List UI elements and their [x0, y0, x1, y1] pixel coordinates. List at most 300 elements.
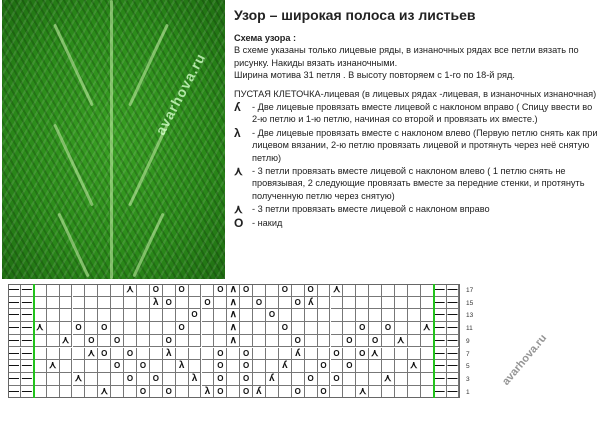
chart-cell: [60, 297, 73, 310]
chart-cell: [150, 322, 163, 335]
chart-cell: [408, 386, 421, 399]
yarn-over-icon: O: [204, 297, 211, 307]
purl-edge-icon: —: [434, 309, 445, 321]
chart-cell: [176, 348, 189, 361]
chart-cell: [408, 284, 421, 297]
chart-cell: [343, 335, 356, 348]
purl-edge-icon: —: [8, 309, 19, 321]
chart-cell: [214, 386, 227, 399]
legend-text: - Две лицевые провязать вместе лицевой с наклоном вправо ( Спицу ввести во 2-ю петлю и 1-ю петлю, начиная со второй и провязать их вместе.): [252, 102, 593, 125]
k2tog-right-icon: λ: [282, 360, 288, 372]
legend-item: [234, 165, 598, 202]
k3tog-left-icon: ⋏: [234, 164, 243, 179]
chart-cell: [176, 386, 189, 399]
k3tog-left-icon: ⋏: [61, 334, 70, 346]
chart-cell: [189, 348, 202, 361]
chart-cell: [305, 309, 318, 322]
yarn-over-icon: O: [114, 335, 121, 345]
chart-cell: [447, 284, 460, 297]
chart-cell: [227, 335, 240, 348]
chart-cell: [73, 322, 86, 335]
chart-cell: [176, 284, 189, 297]
chart-cell: [240, 322, 253, 335]
chart-cell: [189, 335, 202, 348]
chart-cell: [163, 386, 176, 399]
chart-cell: [189, 386, 202, 399]
chart-cell: [266, 386, 279, 399]
chart-cell: [8, 335, 21, 348]
chart-cell: [369, 335, 382, 348]
chart-cell: [227, 360, 240, 373]
purl-edge-icon: —: [434, 360, 445, 372]
chart-cell: [8, 373, 21, 386]
center-double-decrease-icon: ∧: [229, 309, 237, 321]
yarn-over-icon: O: [191, 310, 198, 320]
chart-cell: [434, 309, 447, 322]
yarn-over-icon: O: [75, 323, 82, 333]
chart-cell: [73, 348, 86, 361]
k3tog-right-icon: ⋏: [410, 360, 418, 372]
chart-cell: [253, 360, 266, 373]
yarn-over-icon: O: [320, 361, 327, 371]
chart-cell: [240, 360, 253, 373]
yarn-over-icon: O: [217, 386, 224, 396]
chart-cell: [47, 335, 60, 348]
chart-cell: [447, 335, 460, 348]
purl-edge-icon: —: [447, 284, 458, 295]
chart-cell: [343, 360, 356, 373]
chart-cell: [85, 309, 98, 322]
chart-cell: [292, 297, 305, 310]
yarn-over-icon: O: [217, 373, 224, 383]
chart-cell: [253, 335, 266, 348]
purl-edge-icon: —: [8, 284, 19, 295]
purl-edge-icon: —: [447, 296, 458, 308]
chart-cell: [21, 360, 34, 373]
chart-cell: [292, 309, 305, 322]
chart-cell: [34, 297, 47, 310]
row-number: 1: [466, 388, 470, 396]
chart-cell: [240, 284, 253, 297]
chart-cell: [124, 373, 137, 386]
chart-cell: [85, 284, 98, 297]
chart-cell: [111, 386, 124, 399]
yarn-over-icon: O: [255, 297, 263, 307]
chart-cell: [189, 360, 202, 373]
k3tog-right-icon: ⋏: [371, 347, 379, 359]
purl-edge-icon: —: [447, 372, 458, 384]
chart-cell: [382, 297, 395, 310]
chart-cell: [202, 322, 215, 335]
chart-cell: [331, 309, 344, 322]
chart-cell: [34, 335, 47, 348]
chart-cell: [98, 348, 111, 361]
chart-cell: [318, 322, 331, 335]
chart-cell: [21, 373, 34, 386]
chart-cell: [202, 373, 215, 386]
purl-edge-icon: —: [21, 284, 32, 295]
chart-cell: [47, 373, 60, 386]
yarn-over-icon: O: [359, 323, 366, 333]
row-number: 15: [466, 299, 474, 307]
chart-cell: [408, 309, 421, 322]
legend-text: - Две лицевые провязать вместе с наклоном влево (Первую петлю снять как при лицевом вязании, 2-ю петлю провязать лицевой и протянуть через неё снятую петлю): [252, 127, 598, 163]
chart-cell: [421, 348, 434, 361]
knitted-sample-photo: [2, 0, 225, 279]
chart-cell: [227, 284, 240, 297]
chart-cell: [98, 284, 111, 297]
chart-cell: [279, 284, 292, 297]
scheme-heading: Схема узора :: [234, 33, 297, 43]
chart-cell: [240, 309, 253, 322]
yarn-over-icon: O: [268, 310, 276, 320]
chart-cell: [434, 348, 447, 361]
chart-cell: [124, 284, 137, 297]
yarn-over-icon: O: [101, 348, 108, 358]
chart-cell: [202, 309, 215, 322]
chart-cell: [369, 284, 382, 297]
k2tog-right-icon: λ: [294, 347, 301, 359]
chart-cell: [21, 297, 34, 310]
chart-cell: [137, 322, 150, 335]
chart-cell: [356, 297, 369, 310]
chart-cell: [343, 386, 356, 399]
chart-cell: [214, 335, 227, 348]
chart-cell: [60, 360, 73, 373]
chart-cell: [292, 373, 305, 386]
chart-cell: [318, 360, 331, 373]
chart-cell: [434, 335, 447, 348]
chart-cell: [305, 360, 318, 373]
chart-cell: [318, 335, 331, 348]
k2tog-right-icon: λ: [269, 372, 275, 384]
chart-cell: [447, 373, 460, 386]
chart-cell: [279, 335, 292, 348]
yarn-over-icon: O: [139, 361, 147, 371]
chart-cell: [202, 360, 215, 373]
row-number: 11: [466, 325, 473, 333]
yarn-over-icon: O: [126, 373, 134, 383]
chart-cell: [369, 386, 382, 399]
chart-cell: [369, 348, 382, 361]
purl-edge-icon: —: [434, 334, 445, 346]
chart-cell: [163, 335, 176, 348]
chart-cell: [305, 373, 318, 386]
chart-cell: [85, 297, 98, 310]
chart-cell: [356, 373, 369, 386]
chart-cell: [150, 373, 163, 386]
chart-cell: [214, 360, 227, 373]
chart-watermark: avarhova.ru: [500, 332, 550, 388]
chart-cell: [331, 297, 344, 310]
chart-cell: [356, 309, 369, 322]
yarn-over-icon: O: [243, 348, 250, 358]
row-number: 7: [466, 350, 470, 358]
chart-cell: [8, 322, 21, 335]
yarn-over-icon: O: [152, 373, 159, 383]
chart-cell: [331, 373, 344, 386]
chart-cell: [279, 322, 292, 335]
chart-cell: [214, 322, 227, 335]
chart-cell: [434, 297, 447, 310]
yarn-over-icon: O: [333, 373, 340, 383]
chart-cell: [150, 335, 163, 348]
chart-cell: [279, 348, 292, 361]
chart-cell: [47, 386, 60, 399]
chart-cell: [73, 386, 86, 399]
chart-cell: [434, 284, 447, 297]
chart-cell: [137, 360, 150, 373]
chart-cell: [8, 360, 21, 373]
k3tog-left-icon: ⋏: [74, 372, 83, 384]
chart-cell: [73, 297, 86, 310]
chart-cell: [163, 373, 176, 386]
chart-cell: [331, 360, 344, 373]
purl-edge-icon: —: [434, 347, 445, 359]
chart-cell: [227, 322, 240, 335]
chart-cell: [150, 284, 163, 297]
purl-edge-icon: —: [434, 284, 445, 295]
k3tog-right-icon: ⋏: [423, 322, 431, 334]
page-title: Узор – широкая полоса из листьев: [234, 7, 476, 23]
chart-cell: [421, 373, 434, 386]
chart-cell: [434, 386, 447, 399]
chart-cell: [382, 284, 395, 297]
purl-edge-icon: —: [21, 372, 32, 384]
chart-cell: [447, 322, 460, 335]
chart-cell: [47, 348, 60, 361]
purl-edge-icon: —: [21, 360, 32, 372]
chart-cell: [8, 386, 21, 399]
chart-cell: [85, 386, 98, 399]
chart-cell: [176, 335, 189, 348]
chart-cell: [395, 297, 408, 310]
chart-cell: [356, 386, 369, 399]
chart-cell: [279, 297, 292, 310]
chart-cell: [163, 284, 176, 297]
k2tog-right-icon: λ: [256, 385, 262, 397]
chart-cell: [421, 284, 434, 297]
chart-cell: [111, 284, 124, 297]
chart-cell: [447, 309, 460, 322]
chart-cell: [8, 348, 21, 361]
chart-cell: [369, 309, 382, 322]
chart-cell: [150, 297, 163, 310]
chart-cell: [111, 297, 124, 310]
legend-text: - 3 петли провязать вместе лицевой с наклоном влево ( 1 петлю снять не провязывая, 2 следующие провязать вместе за передние стенки, и протянуть полученную петлю через снятую): [252, 166, 585, 201]
chart-cell: [137, 335, 150, 348]
center-double-decrease-icon: ∧: [229, 296, 237, 308]
yarn-over-icon: O: [165, 386, 172, 396]
chart-cell: [98, 373, 111, 386]
photo-watermark: avarhova.ru: [152, 50, 209, 138]
chart-cell: [434, 322, 447, 335]
chart-cell: [189, 322, 202, 335]
chart-cell: [279, 386, 292, 399]
purl-edge-icon: —: [447, 385, 458, 397]
motif-start-line: [33, 284, 35, 398]
chart-cell: [227, 309, 240, 322]
chart-cell: [253, 386, 266, 399]
chart-cell: [369, 373, 382, 386]
chart-cell: [292, 322, 305, 335]
paragraph: В схеме указаны только лицевые ряды, в изнаночных рядах все петли вязать по рисунку. Накиды вязать изнаночными.: [234, 45, 579, 68]
chart-cell: [421, 309, 434, 322]
purl-edge-icon: —: [8, 322, 19, 334]
yarn-over-icon: O: [126, 348, 134, 358]
chart-cell: [60, 322, 73, 335]
chart-cell: [124, 322, 137, 335]
chart-cell: [47, 322, 60, 335]
chart-cell: [85, 360, 98, 373]
chart-cell: [34, 309, 47, 322]
center-double-decrease-icon: ∧: [229, 322, 237, 334]
chart-cell: [111, 335, 124, 348]
purl-edge-icon: —: [21, 322, 32, 334]
chart-cell: [214, 297, 227, 310]
chart-cell: [47, 309, 60, 322]
chart-cell: [421, 335, 434, 348]
chart-cell: [85, 373, 98, 386]
chart-cell: [73, 360, 86, 373]
purl-edge-icon: —: [8, 296, 19, 308]
chart-cell: [421, 360, 434, 373]
row-number: 5: [466, 363, 470, 371]
chart-cell: [447, 360, 460, 373]
chart-cell: [176, 322, 189, 335]
yarn-over-icon: O: [243, 373, 250, 383]
empty-cell-note: ПУСТАЯ КЛЕТОЧКА-лицевая (в лицевых рядах -лицевая, в изнаночных изнаночная): [234, 88, 597, 99]
purl-edge-icon: —: [434, 385, 445, 397]
chart-cell: [60, 335, 73, 348]
chart-cell: [292, 386, 305, 399]
chart-cell: [292, 284, 305, 297]
chart-cell: [202, 297, 215, 310]
k3tog-left-icon: ⋏: [87, 347, 95, 359]
chart-cell: [447, 297, 460, 310]
chart-cell: [343, 284, 356, 297]
row-number: 17: [466, 287, 474, 294]
purl-edge-icon: —: [8, 360, 19, 372]
chart-cell: [227, 386, 240, 399]
chart-cell: [124, 348, 137, 361]
yarn-over-icon: O: [243, 386, 250, 396]
chart-cell: [176, 373, 189, 386]
chart-cell: [73, 284, 86, 297]
chart-cell: [240, 335, 253, 348]
chart-cell: [240, 373, 253, 386]
chart-cell: [163, 322, 176, 335]
chart-cell: [266, 360, 279, 373]
chart-cell: [150, 360, 163, 373]
chart-cell: [382, 373, 395, 386]
k3tog-right-icon: ⋏: [234, 202, 243, 217]
chart-cell: [356, 348, 369, 361]
chart-cell: [382, 360, 395, 373]
chart-cell: [34, 373, 47, 386]
chart-cell: [98, 386, 111, 399]
chart-cell: [408, 373, 421, 386]
yarn-over-icon: O: [294, 297, 301, 307]
chart-cell: [163, 309, 176, 322]
chart-cell: [253, 309, 266, 322]
chart-cell: [111, 322, 124, 335]
chart-cell: [85, 335, 98, 348]
chart-cell: [60, 386, 73, 399]
chart-cell: [202, 348, 215, 361]
chart-cell: [266, 322, 279, 335]
legend-text: - 3 петли провязать вместе лицевой с наклоном вправо: [252, 204, 490, 215]
chart-cell: [292, 360, 305, 373]
legend-item: [234, 217, 598, 229]
chart-cell: [434, 373, 447, 386]
chart-cell: [73, 335, 86, 348]
chart-cell: [124, 309, 137, 322]
purl-edge-icon: —: [21, 334, 32, 346]
chart-cell: [137, 297, 150, 310]
chart-cell: [111, 348, 124, 361]
chart-cell: [111, 373, 124, 386]
yarn-over-icon: O: [101, 323, 108, 333]
chart-cell: [137, 373, 150, 386]
chart-cell: [8, 284, 21, 297]
pattern-description: [234, 6, 598, 229]
yarn-over-icon: O: [217, 285, 224, 294]
yarn-over-icon: O: [346, 335, 353, 345]
chart-cell: [85, 322, 98, 335]
chart-cell: [214, 373, 227, 386]
row-number: 9: [466, 337, 470, 345]
purl-edge-icon: —: [8, 372, 19, 384]
chart-cell: [343, 373, 356, 386]
purl-edge-icon: —: [447, 360, 458, 372]
chart-cell: [8, 309, 21, 322]
chart-cell: [305, 386, 318, 399]
chart-cell: [395, 322, 408, 335]
chart-cell: [253, 348, 266, 361]
chart-cell: [98, 322, 111, 335]
chart-cell: [331, 348, 344, 361]
yarn-over-icon: O: [165, 297, 172, 307]
chart-cell: [214, 284, 227, 297]
chart-cell: [150, 309, 163, 322]
purl-edge-icon: —: [21, 385, 32, 397]
chart-cell: [34, 360, 47, 373]
yarn-over-icon: O: [178, 285, 185, 294]
yarn-over-icon: O: [152, 285, 159, 294]
chart-cell: [163, 297, 176, 310]
yarn-over-icon: O: [217, 361, 224, 371]
k3tog-right-icon: ⋏: [397, 334, 405, 346]
chart-cell: [395, 386, 408, 399]
chart-cell: [253, 284, 266, 297]
center-double-decrease-icon: ∧: [229, 284, 237, 295]
chart-cell: [240, 297, 253, 310]
purl-edge-icon: —: [8, 347, 19, 359]
chart-cell: [343, 348, 356, 361]
k2tog-left-icon: λ: [178, 360, 185, 372]
chart-cell: [253, 322, 266, 335]
chart-cell: [343, 322, 356, 335]
chart-cell: [421, 297, 434, 310]
chart-cell: [227, 373, 240, 386]
chart-cell: [343, 309, 356, 322]
chart-cell: [163, 348, 176, 361]
chart-cell: [343, 297, 356, 310]
yarn-over-icon: O: [217, 348, 224, 358]
chart-cell: [369, 360, 382, 373]
yarn-over-icon: O: [88, 335, 95, 345]
